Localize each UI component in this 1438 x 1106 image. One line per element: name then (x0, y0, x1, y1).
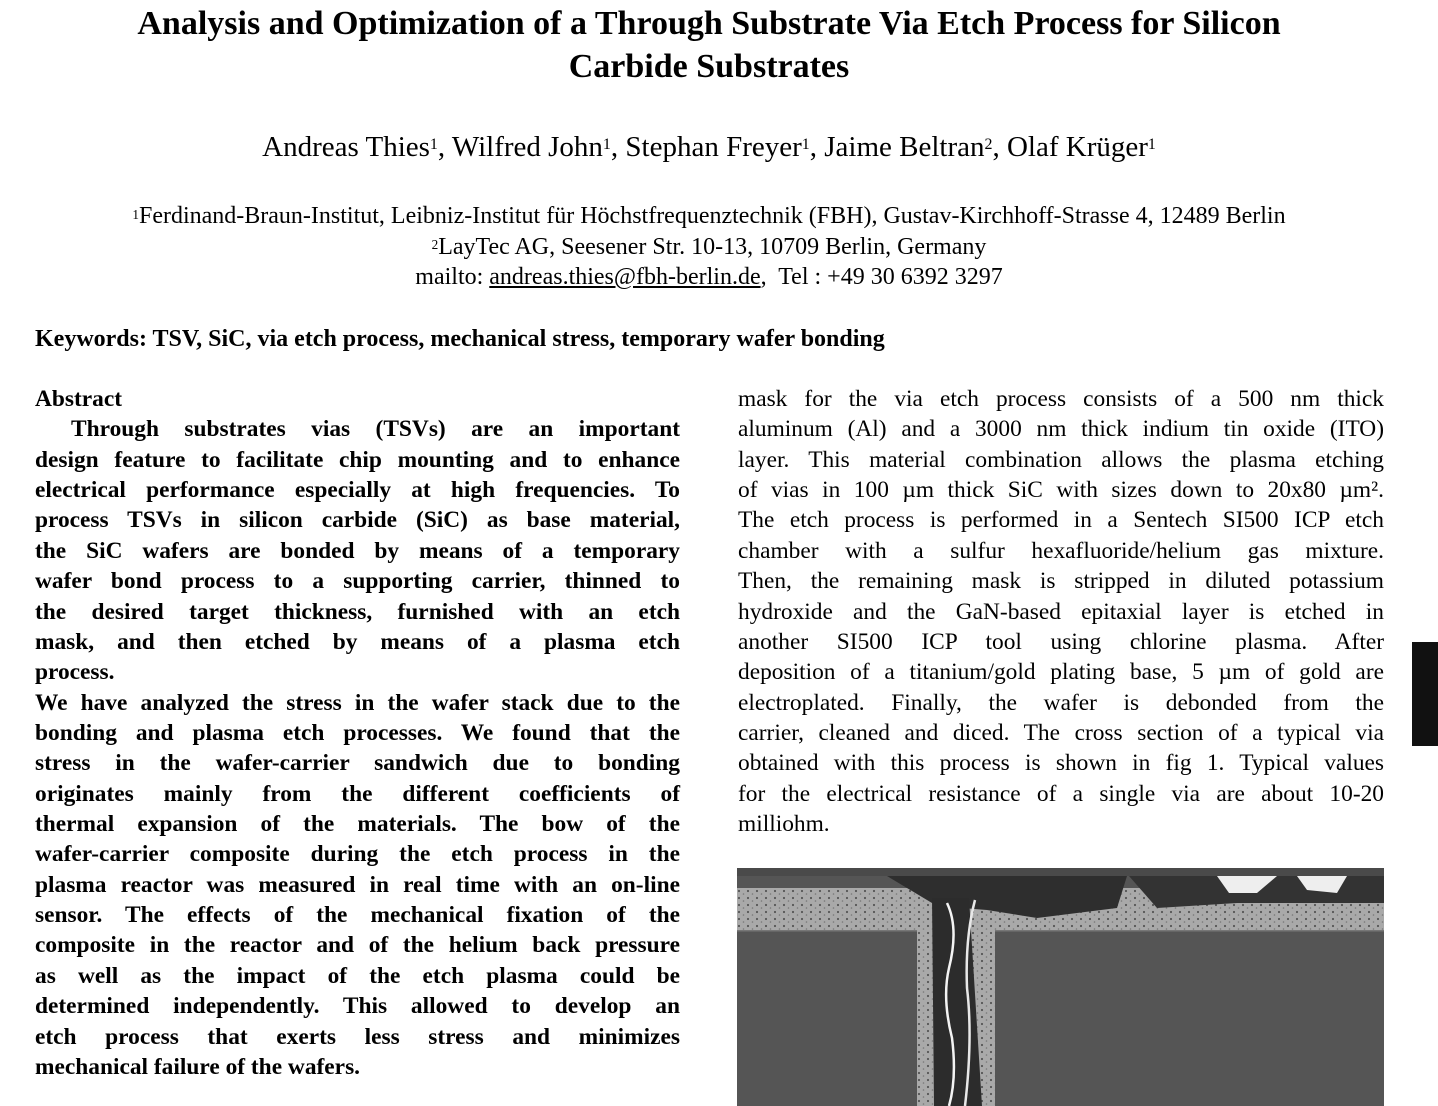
text-line: sensor. The effects of the mechanical fixation of the (35, 902, 680, 929)
text-line: of vias in 100 µm thick SiC with sizes down to 20x80 µm². (738, 477, 1384, 504)
abstract-paragraph-1 (35, 414, 680, 687)
affiliations (0, 201, 1418, 293)
title-line: Carbide Substrates (568, 48, 850, 85)
text-line: process. (35, 659, 115, 686)
figure-1-sem-cross-section (737, 868, 1384, 1106)
text-line: composite in the reactor and of the helium back pressure (35, 932, 680, 959)
carrier-layer (737, 868, 1384, 876)
text-line: The etch process is performed in a Sentech SI500 ICP etch (738, 507, 1384, 534)
affiliation-2: $^2$LayTec AG, Seesener Str. 10-13, 10709 Berlin, Germany (431, 233, 987, 260)
affiliation-mark: 1 (602, 136, 611, 154)
affiliation-mark: 1 (1147, 136, 1156, 154)
author (625, 131, 809, 163)
contact-line: mailto: andreas.thies@fbh-berlin.de, Tel : +49 30 6392 3297 (415, 264, 1003, 290)
author-name: Olaf Krüger (1006, 131, 1148, 163)
text-line: determined independently. This allowed to develop an (35, 993, 680, 1020)
text-line: etch process that exerts less stress and minimizes (35, 1023, 680, 1050)
text-line: stress in the wafer-carrier sandwich due to bonding (35, 750, 680, 777)
text-line: obtained with this process is shown in fig 1. Typical values (738, 750, 1384, 777)
text-line: mask for the via etch process consists of a 500 nm thick (738, 386, 1384, 412)
text-line: for the electrical resistance of a single via are about 10-20 (738, 780, 1384, 807)
edge (995, 930, 1384, 932)
text-line: electroplated. Finally, the wafer is debonded from the (738, 689, 1384, 716)
text-line: plasma reactor was measured in real time with an on-line (35, 871, 680, 898)
text-line: bonding and plasma etch processes. We found that the (35, 719, 680, 746)
author-name: Jaime Beltran (824, 131, 985, 163)
text-line: hydroxide and the GaN-based epitaxial layer is etched in (738, 598, 1384, 625)
text-line: process TSVs in silicon carbide (SiC) as base material, (35, 507, 680, 534)
text-line: deposition of a titanium/gold plating base, 5 µm of gold are (738, 659, 1384, 686)
text-line: chamber with a sulfur hexafluoride/helium gas mixture. (738, 537, 1384, 564)
text-line: another SI500 ICP tool using chlorine plasma. After (738, 628, 1384, 655)
abstract-paragraph-2 (35, 688, 680, 1083)
text-line: carrier, cleaned and diced. The cross section of a typical via (738, 719, 1384, 746)
text-line: wafer bond process to a supporting carrier, thinned to (35, 568, 680, 595)
text-line: Through substrates vias (TSVs) are an important (71, 416, 680, 443)
text-line: the SiC wafers are bonded by means of a temporary (35, 537, 680, 564)
affiliation-mark: 1 (801, 136, 810, 154)
body-column-right (738, 384, 1384, 839)
author (824, 131, 992, 163)
paper-title (0, 2, 1418, 88)
text-line: thermal expansion of the materials. The bow of the (35, 811, 680, 838)
edge (737, 930, 917, 932)
affiliation-mark: 1 (429, 136, 438, 154)
text-line: mask, and then etched by means of a plasma etch (35, 628, 680, 655)
author-list: Andreas Thies$^1$, Wilfred John$^1$, Stephan Freyer$^1$, Jaime Beltran$^2$, Olaf Krüger$^1$ (262, 131, 1156, 163)
text-line: design feature to facilitate chip mounting and to enhance (35, 446, 680, 473)
text-line: We have analyzed the stress in the wafer stack due to the (35, 689, 680, 716)
affiliation-1: $^1$Ferdinand-Braun-Institut, Leibniz-Institut für Höchstfrequenztechnik (FBH), Gustav-Kirchhoff-Strasse 4, 12489 Berlin (132, 203, 1286, 229)
text-line: milliohm. (738, 811, 830, 838)
author (262, 131, 438, 163)
author (1007, 131, 1156, 163)
text-line: aluminum (Al) and a 3000 nm thick indium tin oxide (ITO) (738, 416, 1384, 443)
text-line: originates mainly from the different coefficients of (35, 780, 680, 807)
title-line: Analysis and Optimization of a Through Substrate Via Etch Process for Silicon (137, 5, 1281, 42)
text-line: wafer-carrier composite during the etch process in the (35, 841, 680, 868)
author-name: Wilfred John (451, 131, 603, 163)
email-link[interactable]: andreas.thies@fbh-berlin.de (489, 264, 761, 290)
keywords: Keywords: TSV, SiC, via etch process, mechanical stress, temporary wafer bonding (35, 326, 885, 352)
affiliation-mark: 2 (984, 136, 993, 154)
text-line: electrical performance especially at high frequencies. To (35, 477, 680, 504)
text-line: the desired target thickness, furnished with an etch (35, 598, 680, 625)
author-name: Stephan Freyer (625, 131, 802, 163)
author (452, 131, 611, 163)
page-edge-tab (1412, 642, 1438, 746)
abstract-column (35, 384, 680, 1082)
text-line: layer. This material combination allows the plasma etching (738, 446, 1384, 473)
text-line: mechanical failure of the wafers. (35, 1053, 361, 1080)
text-line: Then, the remaining mask is stripped in diluted potassium (738, 568, 1384, 595)
abstract-heading: Abstract (35, 386, 123, 412)
author-name: Andreas Thies (262, 131, 430, 163)
text-line: as well as the impact of the etch plasma could be (35, 962, 680, 989)
